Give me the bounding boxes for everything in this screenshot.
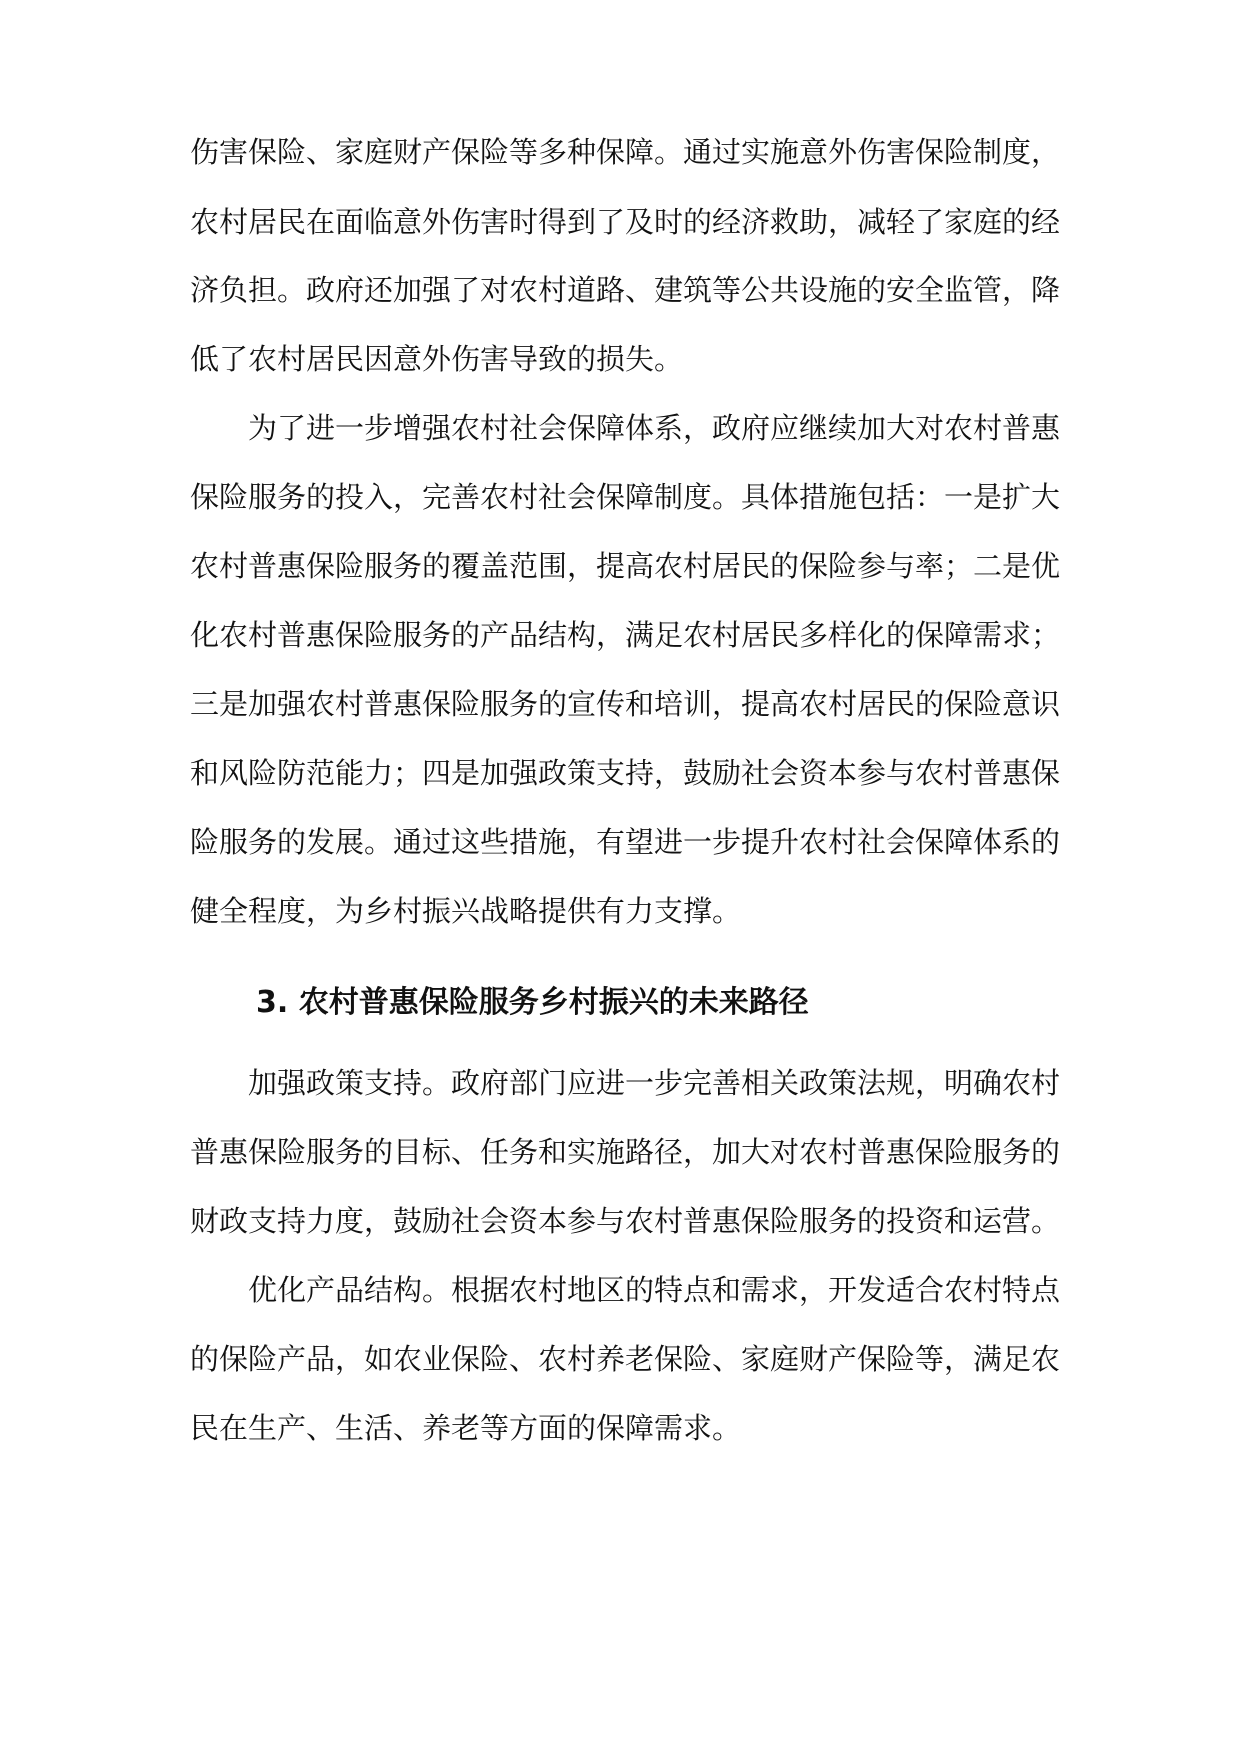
text-line: 伤害保险、家庭财产保险等多种保障。通过实施意外伤害保险制度， <box>190 135 1061 169</box>
text-line: 加强政策支持。政府部门应进一步完善相关政策法规，明确农村 <box>190 1066 1061 1100</box>
text-line: 优化产品结构。根据农村地区的特点和需求，开发适合农村特点 <box>190 1273 1061 1307</box>
text-line: 财政支持力度，鼓励社会资本参与农村普惠保险服务的投资和运营。 <box>190 1204 1061 1238</box>
text-line: 济负担。政府还加强了对农村道路、建筑等公共设施的安全监管，降 <box>190 273 1061 307</box>
text-line: 化农村普惠保险服务的产品结构，满足农村居民多样化的保障需求； <box>190 618 1061 652</box>
text-line: 民在生产、生活、养老等方面的保障需求。 <box>190 1411 742 1445</box>
text-line: 健全程度，为乡村振兴战略提供有力支撑。 <box>190 894 742 928</box>
text-line: 为了进一步增强农村社会保障体系，政府应继续加大对农村普惠 <box>190 411 1061 445</box>
text-line: 农村普惠保险服务的覆盖范围，提高农村居民的保险参与率；二是优 <box>190 549 1061 583</box>
text-line: 低了农村居民因意外伤害导致的损失。 <box>190 342 684 376</box>
text-line: 农村居民在面临意外伤害时得到了及时的经济救助，减轻了家庭的经 <box>190 205 1061 239</box>
text-line: 的保险产品，如农业保险、农村养老保险、家庭财产保险等，满足农 <box>190 1342 1061 1376</box>
text-line: 三是加强农村普惠保险服务的宣传和培训，提高农村居民的保险意识 <box>190 687 1061 721</box>
section-heading: 3. 农村普惠保险服务乡村振兴的未来路径 <box>256 985 809 1020</box>
text-line: 险服务的发展。通过这些措施，有望进一步提升农村社会保障体系的 <box>190 825 1061 859</box>
text-line: 普惠保险服务的目标、任务和实施路径，加大对农村普惠保险服务的 <box>190 1135 1061 1169</box>
text-line: 和风险防范能力；四是加强政策支持，鼓励社会资本参与农村普惠保 <box>190 756 1061 790</box>
text-line: 保险服务的投入，完善农村社会保障制度。具体措施包括：一是扩大 <box>190 480 1061 514</box>
